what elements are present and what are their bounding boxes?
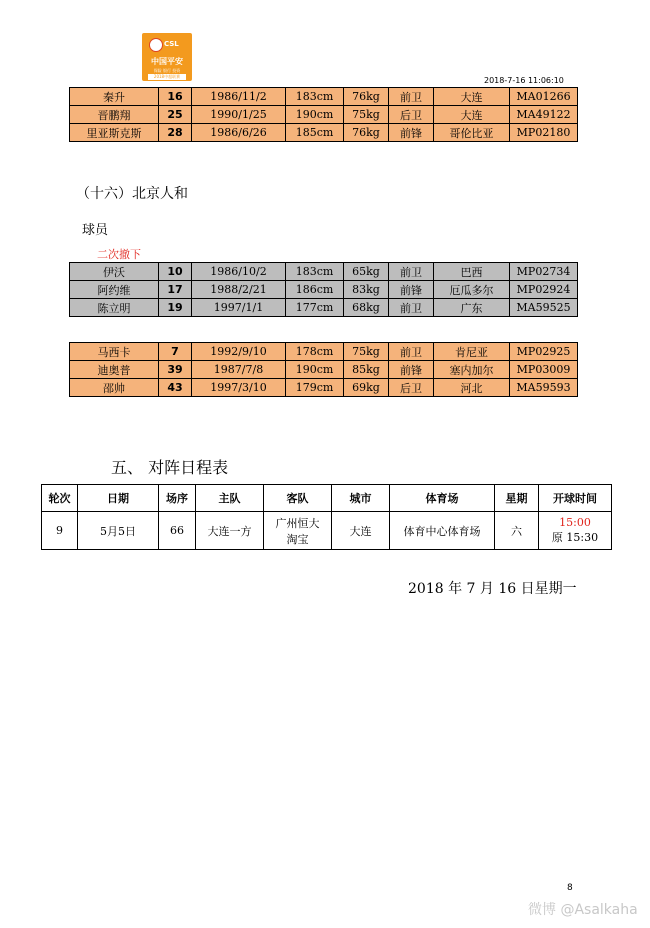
cell-origin: 哥伦比亚 (434, 124, 510, 142)
cell-reg-no: MA49122 (510, 106, 578, 124)
kickoff-new: 15:00 (559, 516, 591, 529)
cell-height: 190cm (286, 361, 344, 379)
cell-height: 179cm (286, 379, 344, 397)
cell-reg-no: MP03009 (510, 361, 578, 379)
football-icon (149, 38, 163, 52)
cell-height: 185cm (286, 124, 344, 142)
cell-name: 马西卡 (70, 343, 159, 361)
cell-weight: 65kg (344, 263, 389, 281)
header-stadium: 体育场 (390, 485, 495, 512)
header-match-no: 场序 (159, 485, 196, 512)
cell-kickoff (539, 512, 612, 550)
cell-name: 晋鹏翔 (70, 106, 159, 124)
cell-name: 秦升 (70, 88, 159, 106)
cell-weight: 69kg (344, 379, 389, 397)
cell-birthdate: 1986/6/26 (192, 124, 286, 142)
cell-origin: 河北 (434, 379, 510, 397)
cell-name: 邵帅 (70, 379, 159, 397)
cell-number: 25 (159, 106, 192, 124)
page-number: 8 (567, 883, 573, 893)
cell-weight: 83kg (344, 281, 389, 299)
schedule-row (42, 512, 612, 550)
schedule-header-row (42, 485, 612, 512)
cell-number: 10 (159, 263, 192, 281)
cell-reg-no: MP02734 (510, 263, 578, 281)
cell-position: 前卫 (389, 299, 434, 317)
cell-name: 阿约维 (70, 281, 159, 299)
cell-round: 9 (42, 512, 78, 550)
cell-origin: 大连 (434, 106, 510, 124)
cell-number: 28 (159, 124, 192, 142)
header-round: 轮次 (42, 485, 78, 512)
print-timestamp: 2018-7-16 11:06:10 (484, 76, 564, 85)
cell-height: 190cm (286, 106, 344, 124)
removed-note: 二次撤下 (97, 248, 141, 261)
away-line2: 淘宝 (286, 532, 309, 546)
cell-home: 大连一方 (196, 512, 264, 550)
logo-csl-text: CSL (164, 40, 179, 48)
cell-position: 后卫 (389, 106, 434, 124)
cell-origin: 塞内加尔 (434, 361, 510, 379)
cell-number: 17 (159, 281, 192, 299)
cell-birthdate: 1988/2/21 (192, 281, 286, 299)
cell-birthdate: 1990/1/25 (192, 106, 286, 124)
header-city: 城市 (332, 485, 390, 512)
cell-birthdate: 1992/9/10 (192, 343, 286, 361)
cell-match-no: 66 (159, 512, 196, 550)
cell-reg-no: MA01266 (510, 88, 578, 106)
header-away: 客队 (264, 485, 332, 512)
cell-weight: 85kg (344, 361, 389, 379)
cell-number: 16 (159, 88, 192, 106)
cell-birthdate: 1986/11/2 (192, 88, 286, 106)
logo-foot: 2018中超联赛 (148, 74, 186, 80)
cell-origin: 厄瓜多尔 (434, 281, 510, 299)
cell-reg-no: MP02180 (510, 124, 578, 142)
cell-reg-no: MA59525 (510, 299, 578, 317)
player-row (70, 281, 578, 299)
cell-birthdate: 1997/1/1 (192, 299, 286, 317)
cell-name: 伊沃 (70, 263, 159, 281)
cell-city: 大连 (332, 512, 390, 550)
cell-weight: 76kg (344, 124, 389, 142)
weibo-watermark: 微博 @Asalkaha (528, 902, 638, 918)
cell-position: 前锋 (389, 281, 434, 299)
cell-height: 183cm (286, 88, 344, 106)
header-home: 主队 (196, 485, 264, 512)
cell-number: 43 (159, 379, 192, 397)
cell-number: 7 (159, 343, 192, 361)
cell-name: 里亚斯克斯 (70, 124, 159, 142)
header-weekday: 星期 (495, 485, 539, 512)
section-title: （十六）北京人和 (76, 186, 188, 202)
cell-position: 前锋 (389, 361, 434, 379)
player-row (70, 361, 578, 379)
top-roster-table (69, 87, 578, 142)
player-row (70, 299, 578, 317)
cell-height: 178cm (286, 343, 344, 361)
cell-name: 迪奥普 (70, 361, 159, 379)
header-kickoff: 开球时间 (539, 485, 612, 512)
kickoff-old: 原 15:30 (551, 531, 599, 544)
cell-weight: 75kg (344, 106, 389, 124)
player-row (70, 343, 578, 361)
cell-weight: 76kg (344, 88, 389, 106)
cell-origin: 肯尼亚 (434, 343, 510, 361)
league-logo (142, 33, 192, 81)
cell-number: 19 (159, 299, 192, 317)
cell-origin: 巴西 (434, 263, 510, 281)
cell-stadium: 体育中心体育场 (390, 512, 495, 550)
cell-date: 5月5日 (78, 512, 159, 550)
player-row (70, 124, 578, 142)
players-label: 球员 (82, 223, 109, 238)
cell-position: 前锋 (389, 124, 434, 142)
cell-position: 前卫 (389, 88, 434, 106)
cell-name: 陈立明 (70, 299, 159, 317)
cell-origin: 广东 (434, 299, 510, 317)
logo-tagline: 保险 银行 投资 (153, 68, 181, 73)
cell-reg-no: MA59593 (510, 379, 578, 397)
cell-position: 前卫 (389, 263, 434, 281)
player-row (70, 88, 578, 106)
removed-players-table (69, 262, 578, 317)
away-line1: 广州恒大 (275, 516, 320, 530)
cell-origin: 大连 (434, 88, 510, 106)
cell-birthdate: 1997/3/10 (192, 379, 286, 397)
cell-height: 183cm (286, 263, 344, 281)
added-players-table (69, 342, 578, 397)
cell-weight: 75kg (344, 343, 389, 361)
cell-reg-no: MP02924 (510, 281, 578, 299)
schedule-table (41, 484, 612, 550)
document-date: 2018 年 7 月 16 日星期一 (408, 581, 577, 597)
cell-height: 186cm (286, 281, 344, 299)
cell-birthdate: 1987/7/8 (192, 361, 286, 379)
header-date: 日期 (78, 485, 159, 512)
player-row (70, 263, 578, 281)
cell-height: 177cm (286, 299, 344, 317)
cell-position: 前卫 (389, 343, 434, 361)
cell-weight: 68kg (344, 299, 389, 317)
logo-brand-text: 中国平安 (151, 57, 183, 66)
schedule-title: 五、 对阵日程表 (111, 458, 229, 477)
cell-birthdate: 1986/10/2 (192, 263, 286, 281)
cell-reg-no: MP02925 (510, 343, 578, 361)
player-row (70, 379, 578, 397)
cell-number: 39 (159, 361, 192, 379)
player-row (70, 106, 578, 124)
cell-position: 后卫 (389, 379, 434, 397)
cell-weekday: 六 (495, 512, 539, 550)
cell-away (264, 512, 332, 550)
